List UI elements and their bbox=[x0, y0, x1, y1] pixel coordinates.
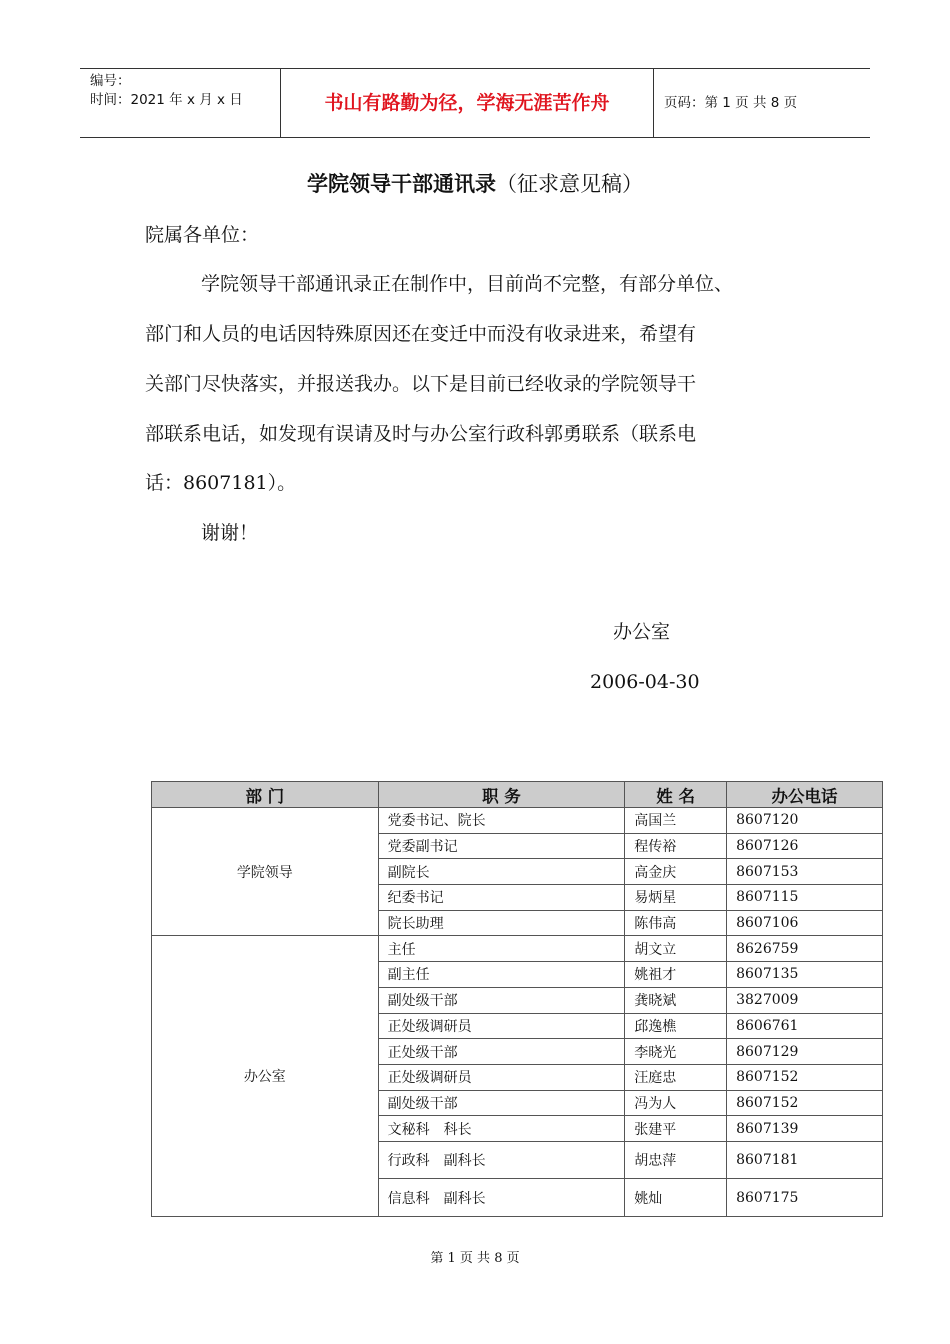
header-motto: 书山有路勤为径，学海无涯苦作舟 bbox=[281, 69, 654, 137]
name-cell: 张建平 bbox=[625, 1116, 727, 1142]
position-cell: 纪委书记 bbox=[378, 885, 625, 911]
name-cell: 汪庭忠 bbox=[625, 1064, 727, 1090]
body-line-1: 学院领导干部通讯录正在制作中，目前尚不完整，有部分单位、 bbox=[201, 273, 734, 295]
name-cell: 龚晓斌 bbox=[625, 987, 727, 1013]
name-cell: 姚灿 bbox=[625, 1179, 727, 1217]
col-header-dept: 部 门 bbox=[152, 782, 379, 808]
position-cell: 党委书记、院长 bbox=[378, 808, 625, 834]
signature: 办公室 bbox=[613, 621, 671, 643]
table-row bbox=[152, 808, 883, 834]
phone-cell: 3827009 bbox=[727, 987, 883, 1013]
name-cell: 姚祖才 bbox=[625, 962, 727, 988]
name-cell: 胡文立 bbox=[625, 936, 727, 962]
name-cell: 冯为人 bbox=[625, 1090, 727, 1116]
body-line-4: 部联系电话，如发现有误请及时与办公室行政科郭勇联系（联系电 bbox=[145, 423, 697, 445]
position-cell: 副处级干部 bbox=[378, 1090, 625, 1116]
body-line-3: 关部门尽快落实，并报送我办。以下是目前已经收录的学院领导干 bbox=[145, 373, 697, 395]
position-cell: 正处级干部 bbox=[378, 1039, 625, 1065]
position-cell: 副院长 bbox=[378, 859, 625, 885]
directory-table bbox=[151, 781, 883, 1217]
position-cell: 主任 bbox=[378, 936, 625, 962]
document-title bbox=[0, 168, 950, 198]
name-cell: 程传裕 bbox=[625, 833, 727, 859]
body-line-2: 部门和人员的电话因特殊原因还在变迁中而没有收录进来，希望有 bbox=[145, 323, 697, 345]
phone-cell: 8607120 bbox=[727, 808, 883, 834]
number-label: 编号： bbox=[90, 73, 131, 89]
name-cell: 高金庆 bbox=[625, 859, 727, 885]
letter-date: 2006-04-30 bbox=[590, 671, 700, 693]
phone-cell: 8607129 bbox=[727, 1039, 883, 1065]
header-page-label: 页码：第 1 页 共 8 页 bbox=[664, 95, 798, 111]
position-cell: 正处级调研员 bbox=[378, 1013, 625, 1039]
name-cell: 易炳星 bbox=[625, 885, 727, 911]
col-header-phone: 办公电话 bbox=[727, 782, 883, 808]
phone-cell: 8607152 bbox=[727, 1090, 883, 1116]
header-meta bbox=[80, 69, 281, 137]
title-main: 学院领导干部通讯录 bbox=[307, 171, 496, 196]
phone-cell: 8606761 bbox=[727, 1013, 883, 1039]
position-cell: 正处级调研员 bbox=[378, 1064, 625, 1090]
salutation: 院属各单位： bbox=[145, 224, 260, 246]
position-cell: 副处级干部 bbox=[378, 987, 625, 1013]
position-cell: 信息科 副科长 bbox=[378, 1179, 625, 1217]
position-cell: 院长助理 bbox=[378, 910, 625, 936]
position-cell: 文秘科 科长 bbox=[378, 1116, 625, 1142]
dept-cell: 学院领导 bbox=[152, 808, 379, 936]
col-header-name: 姓 名 bbox=[625, 782, 727, 808]
name-cell: 胡忠萍 bbox=[625, 1141, 727, 1179]
title-sub: （征求意见稿） bbox=[496, 172, 643, 196]
phone-cell: 8607181 bbox=[727, 1141, 883, 1179]
table-header-row bbox=[152, 782, 883, 808]
page-footer: 第 1 页 共 8 页 bbox=[430, 1251, 520, 1266]
name-cell: 邱逸樵 bbox=[625, 1013, 727, 1039]
position-cell: 行政科 副科长 bbox=[378, 1141, 625, 1179]
phone-cell: 8607126 bbox=[727, 833, 883, 859]
position-cell: 党委副书记 bbox=[378, 833, 625, 859]
table-row bbox=[152, 936, 883, 962]
phone-cell: 8607106 bbox=[727, 910, 883, 936]
phone-cell: 8607139 bbox=[727, 1116, 883, 1142]
phone-cell: 8607135 bbox=[727, 962, 883, 988]
phone-cell: 8607115 bbox=[727, 885, 883, 911]
phone-cell: 8607175 bbox=[727, 1179, 883, 1217]
time-label: 时间：2021 年 x 月 x 日 bbox=[90, 92, 243, 108]
name-cell: 李晓光 bbox=[625, 1039, 727, 1065]
phone-cell: 8607153 bbox=[727, 859, 883, 885]
phone-cell: 8626759 bbox=[727, 936, 883, 962]
document-header bbox=[80, 68, 870, 138]
position-cell: 副主任 bbox=[378, 962, 625, 988]
col-header-position: 职 务 bbox=[378, 782, 625, 808]
dept-cell: 办公室 bbox=[152, 936, 379, 1217]
phone-cell: 8607152 bbox=[727, 1064, 883, 1090]
body-line-5: 话：8607181）。 bbox=[145, 472, 297, 494]
name-cell: 高国兰 bbox=[625, 808, 727, 834]
thanks-text: 谢谢！ bbox=[201, 522, 259, 544]
name-cell: 陈伟高 bbox=[625, 910, 727, 936]
